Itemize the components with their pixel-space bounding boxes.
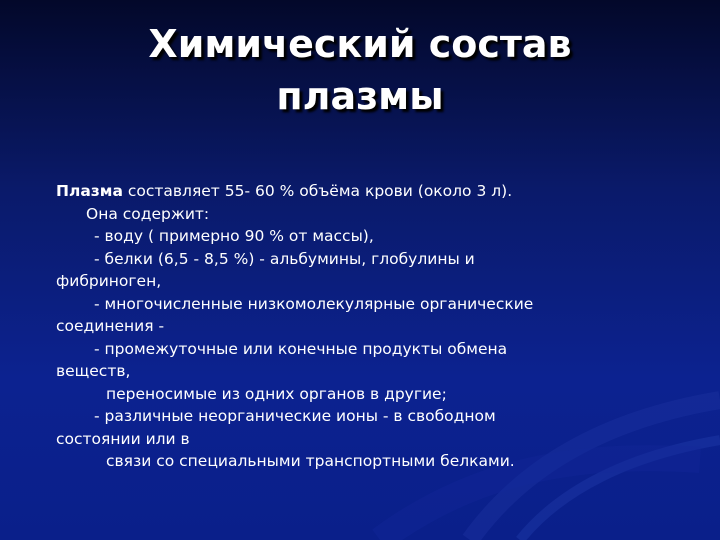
item-ions-cont2: связи со специальными транспортными белками. xyxy=(106,452,515,470)
contains-line: Она содержит: xyxy=(86,204,210,223)
item-water: - воду ( примерно 90 % от массы), xyxy=(94,227,374,245)
item-proteins: - белки (6,5 - 8,5 %) - альбумины, глобулины и xyxy=(94,249,475,268)
item-organic-cont: соединения - xyxy=(56,317,165,335)
slide-body xyxy=(56,180,656,473)
item-metabolites: - промежуточные или конечные продукты обмена xyxy=(94,339,508,358)
item-metabolites-cont2: переносимые из одних органов в другие; xyxy=(106,384,447,403)
item-organic: - многочисленные низкомолекулярные органические xyxy=(94,294,534,313)
intro-text: составляет 55- 60 % объёма крови (около 3 л). xyxy=(122,182,513,200)
slide-title xyxy=(0,18,720,122)
intro-line xyxy=(56,180,656,203)
title-line-2: плазмы xyxy=(276,74,444,118)
title-line-1: Химический состав xyxy=(148,22,572,66)
item-ions-cont: состоянии или в xyxy=(56,429,190,448)
item-proteins-cont: фибриноген, xyxy=(56,272,162,290)
intro-bold: Плазма xyxy=(56,182,123,200)
item-metabolites-cont: веществ, xyxy=(56,362,131,380)
item-ions: - различные неорганические ионы - в свободном xyxy=(94,407,496,425)
